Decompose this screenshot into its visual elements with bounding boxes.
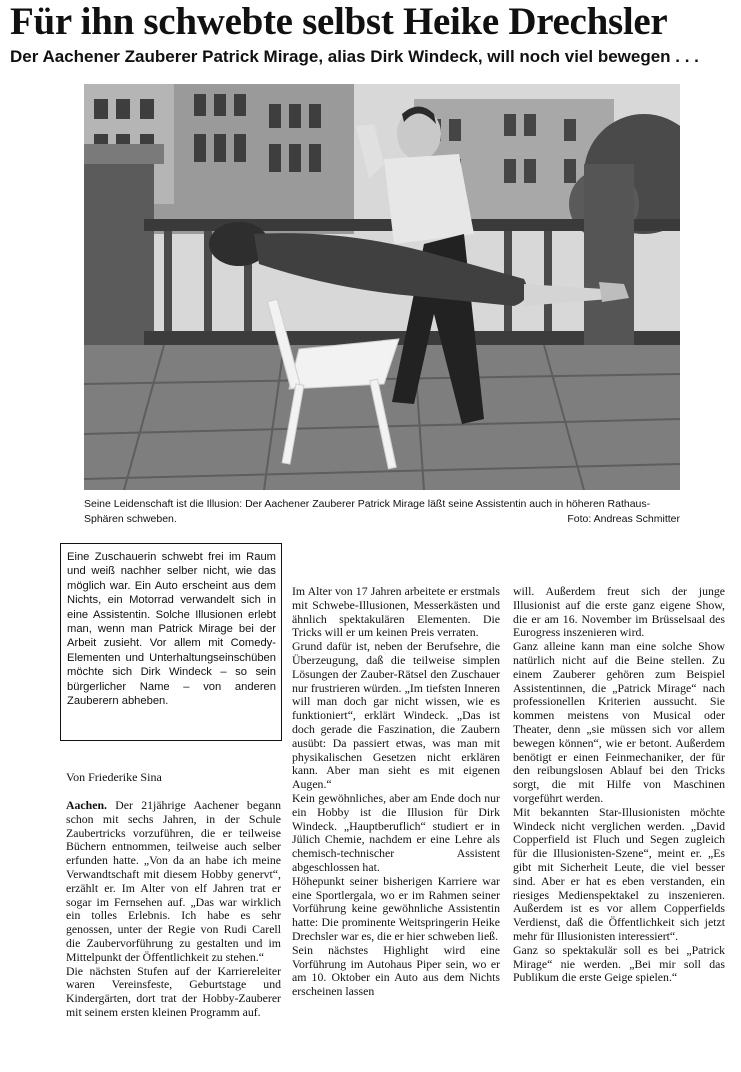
photo-credit: Foto: Andreas Schmitter: [567, 513, 680, 525]
dateline: Aachen.: [66, 798, 107, 812]
photo-caption: [84, 497, 680, 527]
byline: Von Friederike Sina: [66, 770, 162, 784]
paragraph: will. Außerdem freut sich der junge Illusionist auf die erste ganz eigene Show, die er am 16. November im Brüsselsaal des Eurogress inszenieren wird.: [513, 584, 725, 640]
headline: Für ihn schwebte selbst Heike Drechsler: [10, 0, 668, 43]
paragraph: Ganz so spektakulär soll es bei „Patrick Mirage“ nie werden. „Bei mir soll das Publikum die erste Geige spielen.“: [513, 942, 725, 985]
column-3: [513, 585, 725, 985]
intro-text: Eine Zuschauerin schwebt frei im Raum und weiß nachher selber nicht, wie das möglich war. Ein Auto erscheint aus dem Nichts, ein Motorrad verwandelt sich in eine Assistentin. Solche Illusionen erlebt man, wenn man Patrick Mirage bei der Arbeit zusieht. Vor allem mit Comedy-Elementen und Unterhaltungseinschüben möchte sich Dirk Windeck – so sein bürgerlicher Name – von anderen Zauberern abheben.: [67, 551, 276, 708]
column-2: [292, 585, 500, 999]
article-photo: [84, 84, 680, 490]
column-1: [66, 799, 281, 1020]
paragraph: Die nächsten Stufen auf der Karriereleiter waren Vereinsfeste, Geburtstage und Kindergärten, dort trat der Hobby-Zauberer mit seinem ersten kleinen Programm auf.: [66, 963, 281, 1019]
paragraph: Kein gewöhnliches, aber am Ende doch nur ein Hobby ist die Illusion für Dirk Windeck. „Hauptberuflich“ studiert er in Jülich Chemie, nachdem er eine Lehre als chemisch-technischer Assistent abgeschlossen hat.: [292, 790, 500, 874]
paragraph: Im Alter von 17 Jahren arbeitete er erstmals mit Schwebe-Illusionen, Messerkästen und ähnlich spektakulären Elementen. Die Tricks will er um keinen Preis verraten.: [292, 584, 500, 640]
intro-box: [60, 543, 282, 741]
magician-levitation-photo: [84, 84, 680, 490]
caption-text: Seine Leidenschaft ist die Illusion: Der Aachener Zauberer Patrick Mirage läßt seine Assistentin auch in höheren Rathaus-Sphären schweben.: [84, 498, 651, 525]
paragraph: Grund dafür ist, neben der Berufsehre, die Überzeugung, daß die teilweise simplen Lösungen der Zauber-Rätsel den Zuschauer nur frustrieren würden. „Im tiefsten Inneren will man doch gar nicht wissen, wie es funktioniert“, erklärt Windeck. „Das ist doch gerade die Faszination, die Zaubern ausübt: Da passiert etwas, was man mit physikalischen Gesetzen nicht erklären kann. Aber man sieht es mit eigenen Augen.“: [292, 639, 500, 792]
paragraph: Sein nächstes Highlight wird eine Vorführung im Autohaus Piper sein, wo er am 10. Oktober ein Auto aus dem Nichts erscheinen lassen: [292, 942, 500, 999]
paragraph: [66, 799, 281, 965]
paragraph: Mit bekannten Star-Illusionisten möchte Windeck nicht verglichen werden. „David Copperfield ist Fluch und Segen zugleich für die Illusionisten-Szene“, meint er. „Es gibt mit Sicherheit Leute, die viel besser sind. Aber er hat es eben verstanden, ein riesiges Medienspektakel zu inszenieren. Außerdem ist es vor allem Copperfields Verdienst, daß die Öffentlichkeit sich jetzt mehr für Illusionisten interessiert“.: [513, 804, 725, 943]
subheadline: Der Aachener Zauberer Patrick Mirage, alias Dirk Windeck, will noch viel bewegen . . .: [10, 47, 699, 66]
paragraph: Ganz alleine kann man eine solche Show natürlich nicht auf die Beine stellen. Zu einem Zauberer gehören zum Beispiel Assistentinnen, die „Patrick Mirage“ nach professionellen Kriterien aussucht. Sie kommen meistens von Musical oder Theater, denn „sie müssen sich vor allem bewegen können“, wie er betont. Außerdem benötigt er einen Feinmechaniker, der für den reibungslosen Ablauf bei den Tricks sorgt, die mit Hilfe von Maschinen vorgeführt werden.: [513, 639, 725, 805]
paragraph-text: Der 21jährige Aachener begann schon mit sechs Jahren, in der Schule Zaubertricks vorzuführen, die er teilweise Büchern entnommen, teilweise auch selber erfunden hatte. „Von da an habe ich meine Verwandtschaft mit diesem Hobby genervt“, erzählt er. Im Alter von elf Jahren trat er sogar im Fernsehen auf. „Das war wirklich ein tolles Erlebnis. Ich habe es sehr genossen, unter der Regie von Rudi Carell die Zaubervorführung zu gestalten und im Mittelpunkt der Öffentlichkeit zu stehen.“: [66, 798, 281, 964]
paragraph: Höhepunkt seiner bisherigen Karriere war eine Sportlergala, wo er im Rahmen seiner Vorführung keine gewöhnliche Assistentin hatte: Die prominente Weitspringerin Heike Drechsler war es, die er hier schweben ließ.: [292, 873, 500, 943]
